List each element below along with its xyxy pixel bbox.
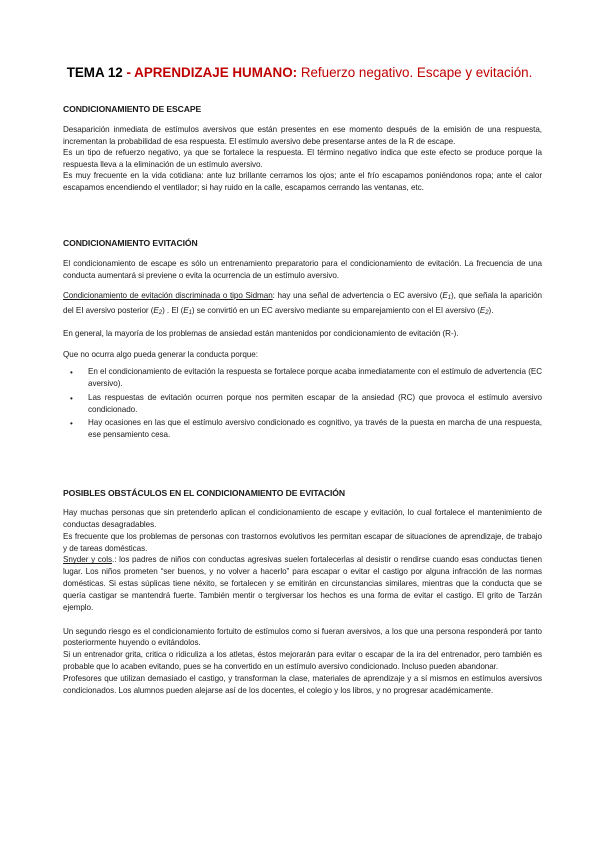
- text-run: ).: [488, 305, 494, 315]
- section-heading: POSIBLES OBSTÁCULOS EN EL CONDICIONAMIENTO DE EVITACIÓN: [63, 488, 345, 498]
- text-run: ) se convirtió en un EC aversivo mediante su emparejamiento con el EI aversivo (: [191, 305, 480, 315]
- symbol-subscript: 1: [447, 294, 452, 301]
- paragraph: En general, la mayoría de los problemas de ansiedad están mantenidos por condicionamiento de evitación (R-).: [63, 329, 459, 339]
- e1-symbol: [183, 306, 192, 315]
- paragraph-sidman: [63, 290, 542, 320]
- section-avoidance-body: [63, 258, 542, 443]
- symbol-letter: E: [153, 305, 159, 315]
- paragraph: Es muy frecuente en la vida cotidiana: ante luz brillante cerramos los ojos; ante el frío escapamos poniéndonos ropa; ante el calor escapamos encendiendo el ventilador; si hay ruido en la calle, escapamos cerrando las ventanas, etc.: [63, 171, 542, 192]
- section-obstacles: [63, 488, 542, 499]
- section-heading: CONDICIONAMIENTO DE ESCAPE: [63, 104, 202, 114]
- title-subtitle: Refuerzo negativo. Escape y evitación.: [297, 65, 533, 80]
- bullet-icon: •: [70, 419, 73, 429]
- symbol-subscript: 2: [485, 309, 489, 316]
- symbol-letter: E: [183, 305, 189, 315]
- text-run: : hay una señal de advertencia o EC aversivo (: [272, 290, 443, 300]
- paragraph: Que no ocurra algo pueda generar la conducta porque:: [63, 350, 258, 360]
- bullet-list: [63, 366, 542, 441]
- paragraph: Es un tipo de refuerzo negativo, ya que se fortalece la respuesta. El término negativo indica que este efecto se produce porque la respuesta lleva a la eliminación de un estímulo aversivo.: [63, 148, 542, 169]
- symbol-subscript: 1: [188, 309, 192, 316]
- page-title: [0, 64, 599, 82]
- bullet-icon: •: [70, 393, 73, 403]
- list-item: [63, 366, 542, 390]
- paragraph: Si un entrenador grita, critica o ridiculiza a los atletas, éstos mejorarán para evitar o escapar de la ira del entrenador, pero también es probable que lo acaben evitando, pues se ha convertido en un estímulo aversivo condicionado. Incluso pueden abandonar.: [63, 650, 542, 672]
- paragraph: Hay muchas personas que sin pretenderlo aplican el condicionamiento de escape y evitación, lo cual fortalece el mantenimiento de conductas desagradables.: [63, 508, 542, 529]
- section-avoidance: [63, 238, 542, 249]
- paragraph: Es frecuente que los problemas de personas con trastornos evolutivos les permitan escapar de situaciones de aprendizaje, de trabajo y de tareas domésticas.: [63, 531, 542, 553]
- sidman-term: Condicionamiento de evitación discriminada o tipo Sidman: [63, 290, 273, 300]
- section-heading: CONDICIONAMIENTO EVITACIÓN: [63, 238, 198, 248]
- paragraph: Un segundo riesgo es el condicionamiento fortuito de estímulos como si fueran aversivos, a los que una persona responderá por tanto posteriormente huyendo o evitándolos.: [63, 626, 542, 648]
- list-item-text: Las respuestas de evitación ocurren porque nos permiten escapar de la ansiedad (RC) que provoca el estímulo aversivo condicionado.: [88, 392, 542, 414]
- section-escape-body: [63, 124, 542, 193]
- bullet-icon: •: [70, 368, 73, 378]
- title-dash: -: [122, 65, 135, 80]
- title-prefix: TEMA 12: [66, 65, 123, 80]
- paragraph: Desaparición inmediata de estímulos aversivos que están presentes en ese momento después de la emisión de una respuesta, incrementan la probabilidad de esa respuesta. El estímulo aversivo debe presentarse antes de la R de escape.: [63, 125, 542, 146]
- paragraph: Profesores que utilizan demasiado el castigo, y transforman la clase, materiales de aprendizaje y a sí mismos en estímulos aversivos condicionados. Los alumnos pueden alejarse así de los docentes, el colegio y los libros, y no progresar académicamente.: [63, 673, 542, 695]
- text-run: ), que señala la aparición del EI aversivo posterior (: [63, 290, 543, 315]
- text-run: ) . El (: [162, 305, 184, 315]
- text-run: .: los padres de niños con conductas agresivas suelen fortalecerlas al desistir o rendirse cuando esas conductas tienen lugar. Los niños prometen “ser buenos, y no volver a hacerlo” para escapar o evitar el castigo por alguna infracción de las normas domésticas. Si estas súplicas tiene néxito, se fortalecen y se emitirán en circunstancias similares, mientras que la conducta que se quería castigar se mantendrá fuerte. También mentir o tergiversar los hechos es una forma de evitar el castigo. El grito de Tarzán ejemplo.: [63, 555, 542, 612]
- symbol-letter: E: [479, 305, 486, 315]
- paragraph-snyder: [63, 554, 542, 613]
- symbol-subscript: 2: [158, 309, 163, 316]
- section-escape: [63, 104, 542, 115]
- list-item-text: Hay ocasiones en las que el estímulo aversivo condicionado es cognitivo, ya través de la puesta en marcha de una respuesta, ese pensamiento cesa.: [88, 418, 542, 440]
- paragraph: El condicionamiento de escape es sólo un entrenamiento preparatorio para el condicionamiento de evitación. La frecuencia de una conducta aumentará si previene o evita la ocurrencia de un estímulo aversivo.: [63, 259, 542, 280]
- snyder-reference: Snyder y cols: [63, 555, 112, 565]
- list-item: [63, 392, 542, 416]
- section-obstacles-body: [63, 507, 542, 697]
- title-main: APRENDIZAJE HUMANO:: [134, 65, 298, 80]
- list-item-text: En el condicionamiento de evitación la respuesta se fortalece porque acaba inmediatamente con el estímulo de advertencia (EC aversivo).: [88, 367, 542, 388]
- e2-symbol: [480, 306, 489, 315]
- e1-symbol: [442, 291, 451, 300]
- list-item: [63, 417, 542, 441]
- e2-symbol: [153, 306, 162, 315]
- symbol-letter: E: [442, 290, 448, 300]
